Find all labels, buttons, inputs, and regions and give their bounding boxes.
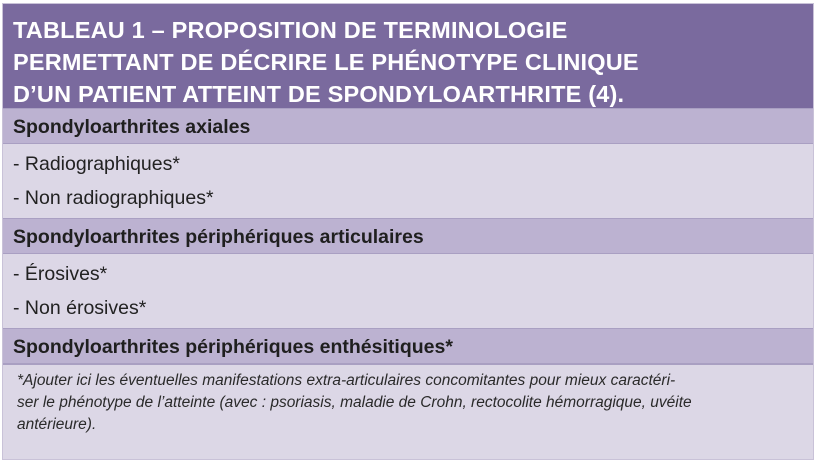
table-title-line: PERMETTANT DE DÉCRIRE LE PHÉNOTYPE CLINIQUE	[13, 49, 639, 75]
footnote	[3, 364, 813, 436]
section-heading-axial: Spondyloarthrites axiales	[3, 108, 813, 144]
table-title-line: D’UN PATIENT ATTEINT DE SPONDYLOARTHRITE (4).	[13, 81, 625, 107]
list-item: - Érosives*	[13, 263, 108, 285]
footnote-line: ser le phénotype de l’atteinte (avec : psoriasis, maladie de Crohn, rectocolite hémorragique, uvéite	[17, 394, 692, 411]
section-heading-peripheral-articular: Spondyloarthrites périphériques articulaires	[3, 218, 813, 254]
footnote-line: *Ajouter ici les éventuelles manifestations extra-articulaires concomitantes pour mieux caractéri-	[17, 372, 676, 389]
footnote-line: antérieure).	[17, 416, 97, 433]
section-body-axial	[3, 144, 813, 218]
section-body-peripheral-articular	[3, 254, 813, 328]
list-item: - Radiographiques*	[13, 153, 180, 175]
table-title	[3, 4, 813, 108]
list-item: - Non radiographiques*	[13, 187, 214, 209]
terminology-table	[2, 3, 814, 460]
section-heading-peripheral-enthesitic: Spondyloarthrites périphériques enthésitiques*	[3, 328, 813, 364]
table-title-line: TABLEAU 1 – PROPOSITION DE TERMINOLOGIE	[13, 17, 568, 43]
list-item: - Non érosives*	[13, 297, 147, 319]
